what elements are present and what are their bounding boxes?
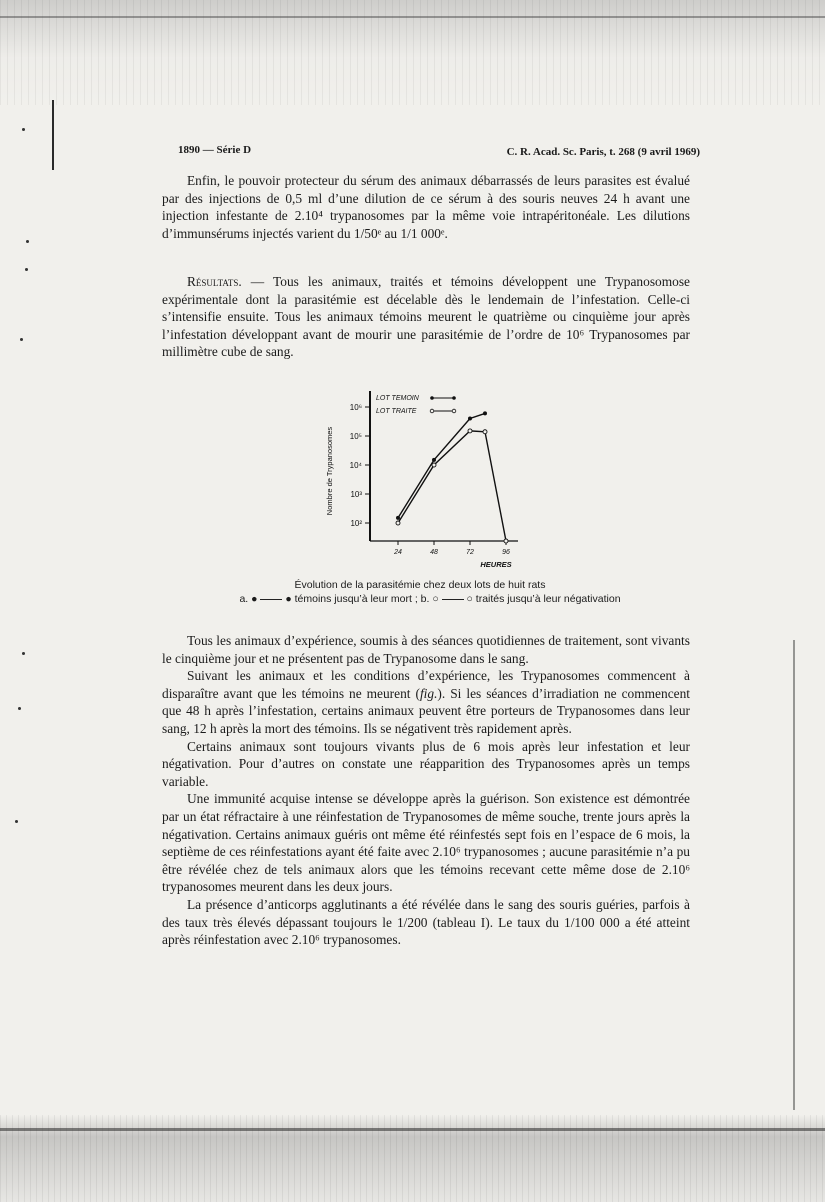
- x-tick-label: 72: [466, 549, 474, 556]
- figure-parasitemia: [310, 383, 550, 578]
- data-point-treated: [483, 430, 487, 434]
- data-point-treated: [504, 539, 508, 543]
- y-tick-label: 10⁴: [349, 461, 362, 470]
- caption-line-2: [180, 592, 660, 606]
- legend-marker-treated: [430, 409, 434, 413]
- header-series: 1890 — Série D: [178, 144, 252, 156]
- scan-edge-bottom: [0, 1128, 825, 1131]
- legend-marker-control: [452, 396, 456, 400]
- y-tick-label: 10⁵: [349, 432, 362, 441]
- margin-mark-right: [793, 640, 795, 1110]
- figure-caption: [180, 578, 660, 606]
- y-axis-label: Nombre de Trypanosomes: [325, 426, 334, 516]
- fig-reference: fig.: [419, 685, 438, 701]
- paragraph-text: Certains animaux sont toujours vivants plus de 6 mois après leur infestation et leur négativation. Pour d’autres on constate une réapparition des Trypanosomes après un temps variable.: [162, 738, 690, 789]
- running-header: [178, 144, 700, 164]
- x-axis-label: HEURES: [480, 560, 512, 569]
- scan-speck: [22, 128, 25, 131]
- caption-a: a. ●: [239, 593, 258, 605]
- margin-mark-left: [52, 100, 54, 170]
- parasitemia-chart: [310, 383, 550, 578]
- scan-edge-top: [0, 16, 825, 18]
- results-text: — Tous les animaux, traités et témoins développent une Trypanosomose expérimentale dont la parasitémie est décelable dès le lendemain de l’infestation. Celle-ci s’intensifie ensuite. Tous les animaux témoins meurent le quatrième ou cinquième jour après l’infestation développant avant de mourir une parasitémie de l’ordre de 10⁶ Trypanosomes par millimètre cube de sang.: [162, 274, 690, 360]
- caption-b: ● témoins jusqu’à leur mort ; b. ○: [285, 593, 439, 605]
- y-tick-label: 10²: [350, 519, 362, 528]
- legend-label-treated: LOT TRAITE: [376, 408, 417, 415]
- data-point-control: [468, 417, 472, 421]
- scan-speck: [22, 652, 25, 655]
- paragraph-text: Tous les animaux d’expérience, soumis à des séances quotidiennes de traitement, sont vivants le cinquième jour et ne présentent pas de Trypanosome dans le sang.: [162, 633, 690, 666]
- scan-speck: [26, 240, 29, 243]
- scan-speck: [25, 268, 28, 271]
- text-run: Suivant les animaux et les conditions d’expérience, les Trypanosomes commencent à disparaître avant que les témoins ne meurent (: [162, 668, 690, 701]
- caption-line-symbol: [260, 599, 282, 600]
- data-point-treated: [432, 463, 436, 467]
- paragraph-text: [162, 273, 690, 361]
- paragraph-text: [162, 667, 690, 737]
- paragraph-treatment: [162, 632, 690, 949]
- legend-marker-control: [430, 396, 434, 400]
- paragraph-serum: [162, 172, 690, 242]
- caption-line-symbol: [442, 599, 464, 600]
- data-point-treated: [468, 429, 472, 433]
- y-tick-label: 10⁶: [349, 403, 362, 412]
- legend-marker-treated: [452, 409, 456, 413]
- scan-speck: [18, 707, 21, 710]
- header-journal: C. R. Acad. Sc. Paris, t. 268 (9 avril 1969): [506, 146, 700, 158]
- paragraph-text: Une immunité acquise intense se développe après la guérison. Son existence est démontrée par un état réfractaire à une réinfestation de Trypanosomes de même souche, trente jours après la négativation. Certains animaux guéris ont même été réinfestés sept fois en l’espace de 6 mois, la septième de ces réinfestations ayant été faite avec 2.10⁶ trypanosomes ; aucune parasitémie n’a pu être révélée chez de tels animaux alors que les témoins recevant cette même dose de 2.10⁶ trypanosomes meurent dans les deux jours.: [162, 791, 690, 895]
- paragraph-results: [162, 273, 690, 361]
- x-tick-label: 48: [430, 549, 438, 556]
- results-label: Résultats.: [187, 274, 242, 289]
- y-tick-label: 10³: [350, 490, 362, 499]
- scan-speck: [15, 820, 18, 823]
- data-point-control: [483, 411, 487, 415]
- x-tick-label: 24: [394, 549, 402, 556]
- x-tick-label: 96: [502, 549, 510, 556]
- data-point-control: [396, 516, 400, 520]
- scan-speck: [20, 338, 23, 341]
- series-line-treated: [398, 431, 506, 541]
- paragraph-text: La présence d’anticorps agglutinants a été révélée dans le sang des souris guéries, parfois à des taux très élevés dépassant toujours le 1/200 (tableau I). Le taux du 1/100 000 a été atteint après réinfestation avec 2.10⁶ trypanosomes.: [162, 896, 690, 948]
- caption-line-1: Évolution de la parasitémie chez deux lots de huit rats: [294, 579, 546, 591]
- data-point-treated: [396, 521, 400, 525]
- caption-c: ○ traités jusqu’à leur négativation: [466, 593, 621, 605]
- text-run: ). Si les séances d’irradiation ne commencent que 48 h après l’infestation, certains animaux peuvent être porteurs de Trypanosomes dans leur sang, 12 h après la mort des témoins. Ils se négativent très rapidement après.: [162, 685, 690, 736]
- legend-label-control: LOT TEMOIN: [376, 395, 419, 402]
- data-point-control: [432, 458, 436, 462]
- paragraph-text: Enfin, le pouvoir protecteur du sérum des animaux débarrassés de leurs parasites est évalué par des injections de 0,5 ml d’une dilution de ce sérum à des souris neuves 24 h avant une injection infestante de 2.10⁴ trypanosomes par la même voie intrapéritonéale. Les dilutions d’immunsérums injectés varient du 1/50ᵉ au 1/1 000ᵉ.: [162, 173, 690, 241]
